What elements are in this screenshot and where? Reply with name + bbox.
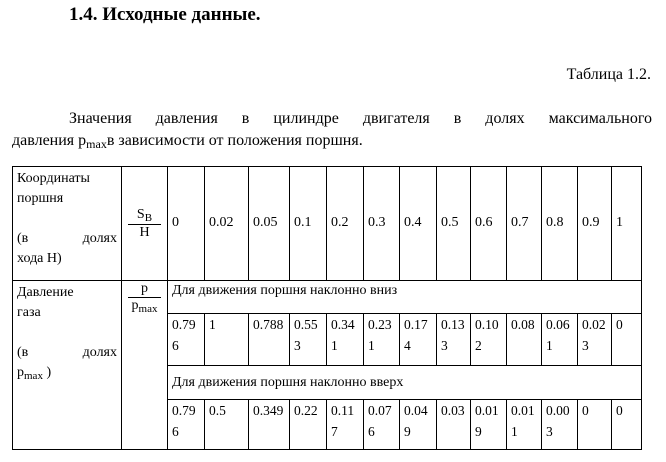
row-piston-coordinates xyxy=(13,167,642,281)
pressure-down-value: 0.023 xyxy=(578,314,612,366)
pressure-up-value: 0.049 xyxy=(400,400,437,450)
coord-value: 0.6 xyxy=(471,167,507,281)
pressure-down-value: 1 xyxy=(205,314,249,366)
pressure-up-value: 0 xyxy=(612,400,642,450)
pressure-down-value: 0.174 xyxy=(400,314,437,366)
pressure-table xyxy=(12,166,642,450)
coord-value: 0.9 xyxy=(578,167,612,281)
caption-line-1: Значения давления в цилиндре двигателя в долях максимального xyxy=(69,110,652,127)
row-label-pressure: Давление газа (в долях $p_{max}$ ) xyxy=(13,281,122,450)
pressure-up-value: 0.011 xyxy=(507,400,542,450)
coord-value: 0.7 xyxy=(507,167,542,281)
fraction-sb-h: $S_В$ H xyxy=(122,167,168,281)
section-heading: 1.4. Исходные данные. xyxy=(69,4,261,25)
pressure-up-value: 0.349 xyxy=(249,400,290,450)
pressure-down-value: 0 xyxy=(612,314,642,366)
pressure-up-value: 0.03 xyxy=(437,400,471,450)
pressure-down-value: 0.796 xyxy=(168,314,205,366)
table-number: Таблица 1.2. xyxy=(566,66,651,83)
coord-value: 0.5 xyxy=(437,167,471,281)
pressure-up-value: 0.117 xyxy=(327,400,364,450)
fraction-p-pmax: p $p_{max}$ xyxy=(122,281,168,450)
pressure-up-value: 0.5 xyxy=(205,400,249,450)
coord-value: 0.02 xyxy=(205,167,249,281)
coord-value: 0.1 xyxy=(290,167,327,281)
pressure-up-value: 0.019 xyxy=(471,400,507,450)
pressure-down-value: 0.788 xyxy=(249,314,290,366)
pressure-down-value: 0.231 xyxy=(364,314,400,366)
pressure-up-value: 0 xyxy=(578,400,612,450)
table-caption xyxy=(12,108,652,155)
coord-value: 0.8 xyxy=(542,167,578,281)
pressure-down-value: 0.102 xyxy=(471,314,507,366)
pressure-down-value: 0.08 xyxy=(507,314,542,366)
coord-value: 0.05 xyxy=(249,167,290,281)
pressure-up-value: 0.003 xyxy=(542,400,578,450)
pressure-down-value: 0.341 xyxy=(327,314,364,366)
pressure-up-value: 0.22 xyxy=(290,400,327,450)
coord-value: 1 xyxy=(612,167,642,281)
coord-value: 0 xyxy=(168,167,205,281)
row-label-coordinates: Координаты поршня (в долях хода Н) xyxy=(13,167,122,281)
coord-value: 0.2 xyxy=(327,167,364,281)
pressure-up-value: 0.796 xyxy=(168,400,205,450)
pressure-up-value: 0.076 xyxy=(364,400,400,450)
pressure-down-value: 0.553 xyxy=(290,314,327,366)
direction-up-label: Для движения поршня наклонно вверх xyxy=(168,366,642,400)
pressure-down-value: 0.133 xyxy=(437,314,471,366)
caption-line-2: давления $p_{max}в$ зависимости от положения поршня. xyxy=(12,132,363,151)
direction-down-label: Для движения поршня наклонно вниз xyxy=(168,281,642,314)
coord-value: 0.3 xyxy=(364,167,400,281)
row-direction-down xyxy=(13,281,642,314)
coord-value: 0.4 xyxy=(400,167,437,281)
pressure-down-value: 0.061 xyxy=(542,314,578,366)
